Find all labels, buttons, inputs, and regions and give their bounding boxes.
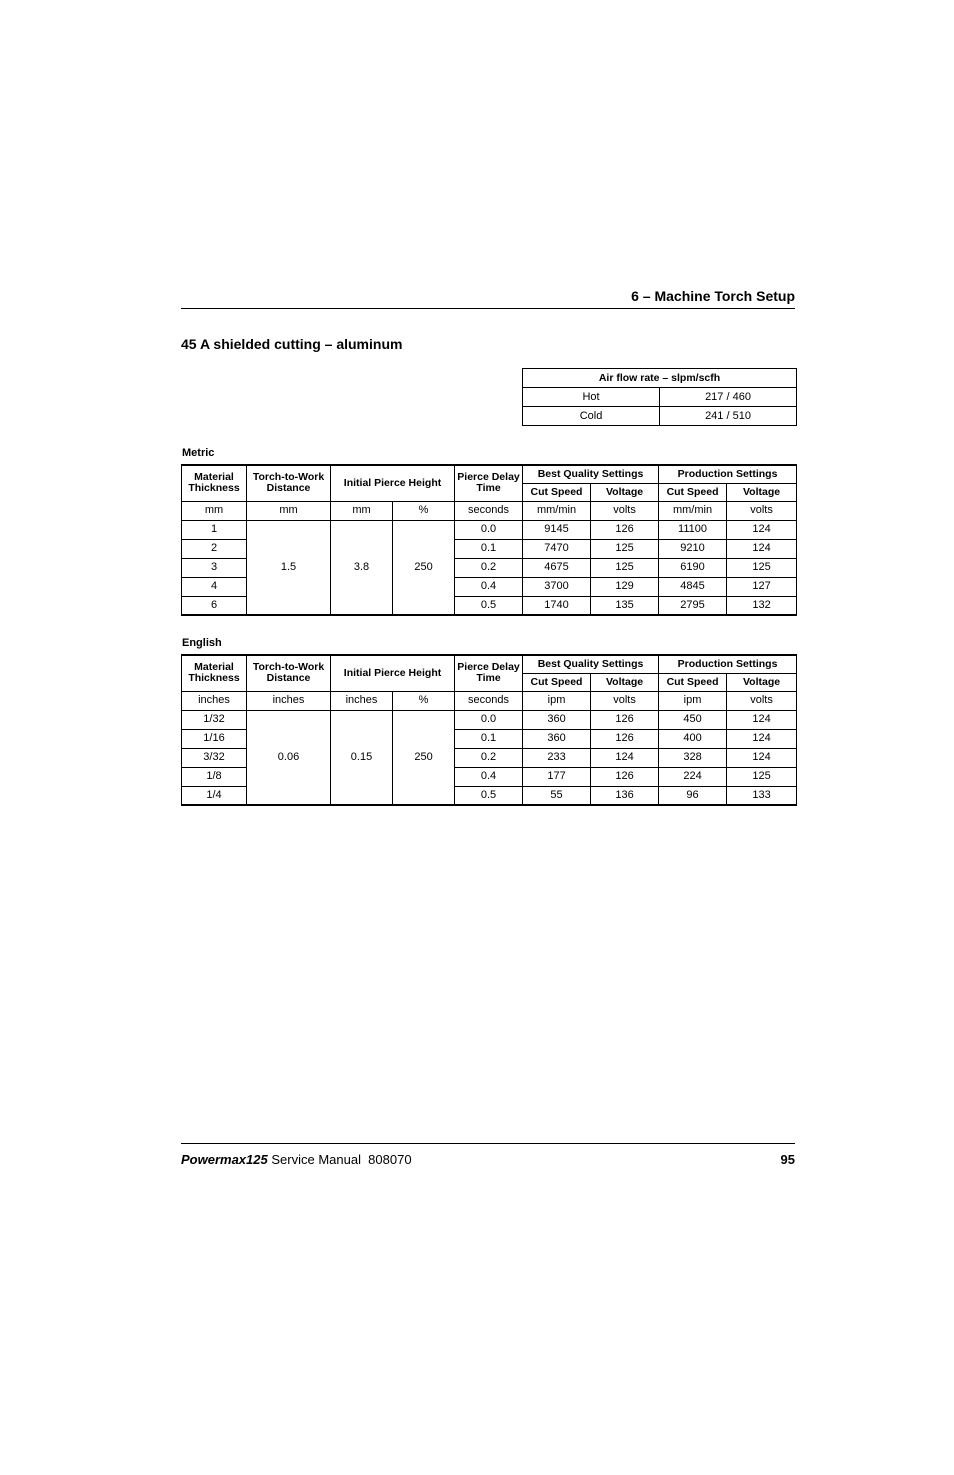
metric-label: Metric: [182, 447, 215, 459]
air-flow-table: [522, 368, 797, 426]
unit-cell: inches: [182, 691, 247, 710]
table-row: [182, 710, 797, 729]
header-cut-speed: Cut Speed: [523, 673, 591, 691]
bq-speed-cell: 3700: [523, 577, 591, 596]
table-row: [182, 520, 797, 539]
air-flow-value: 217 / 460: [660, 388, 797, 407]
bq-voltage-cell: 129: [591, 577, 659, 596]
header-cut-speed: Cut Speed: [659, 483, 727, 501]
prod-speed-cell: 400: [659, 729, 727, 748]
header-initial-pierce-height: Initial Pierce Height: [331, 655, 455, 691]
prod-voltage-cell: 125: [727, 767, 797, 786]
header-production: Production Settings: [659, 465, 797, 483]
thickness-cell: 4: [182, 577, 247, 596]
torch-to-work-cell: 1.5: [247, 520, 331, 615]
delay-cell: 0.2: [455, 748, 523, 767]
bq-voltage-cell: 125: [591, 558, 659, 577]
prod-voltage-cell: 124: [727, 539, 797, 558]
prod-speed-cell: 6190: [659, 558, 727, 577]
unit-cell: mm: [182, 501, 247, 520]
bq-voltage-cell: 126: [591, 767, 659, 786]
air-flow-label: Hot: [523, 388, 660, 407]
bq-speed-cell: 360: [523, 729, 591, 748]
header-voltage: Voltage: [727, 483, 797, 501]
chapter-title: 6 – Machine Torch Setup: [631, 288, 795, 304]
unit-cell: inches: [331, 691, 393, 710]
delay-cell: 0.5: [455, 596, 523, 615]
footer-rule: [181, 1143, 795, 1144]
thickness-cell: 1: [182, 520, 247, 539]
bq-speed-cell: 233: [523, 748, 591, 767]
delay-cell: 0.4: [455, 577, 523, 596]
units-row: [182, 501, 797, 520]
header-pierce-delay: Pierce Delay Time: [455, 655, 523, 691]
thickness-cell: 3/32: [182, 748, 247, 767]
header-torch-to-work: Torch-to-Work Distance: [247, 655, 331, 691]
header-best-quality: Best Quality Settings: [523, 465, 659, 483]
header-pierce-delay: Pierce Delay Time: [455, 465, 523, 501]
thickness-cell: 1/8: [182, 767, 247, 786]
unit-cell: inches: [247, 691, 331, 710]
header-voltage: Voltage: [591, 483, 659, 501]
bq-speed-cell: 1740: [523, 596, 591, 615]
header-material-thickness: Material Thickness: [182, 465, 247, 501]
bq-speed-cell: 177: [523, 767, 591, 786]
thickness-cell: 3: [182, 558, 247, 577]
unit-cell: volts: [727, 501, 797, 520]
header-rule: [181, 308, 795, 309]
header-voltage: Voltage: [591, 673, 659, 691]
bq-voltage-cell: 126: [591, 729, 659, 748]
delay-cell: 0.1: [455, 729, 523, 748]
header-material-thickness: Material Thickness: [182, 655, 247, 691]
thickness-cell: 6: [182, 596, 247, 615]
english-label: English: [182, 637, 222, 649]
pierce-height-pct-cell: 250: [393, 710, 455, 805]
unit-cell: mm/min: [523, 501, 591, 520]
prod-speed-cell: 96: [659, 786, 727, 805]
unit-cell: %: [393, 501, 455, 520]
unit-cell: mm: [247, 501, 331, 520]
thickness-cell: 2: [182, 539, 247, 558]
air-flow-row: [523, 388, 797, 407]
page-number: 95: [780, 1152, 795, 1167]
manual-title: Service Manual 808070: [271, 1152, 412, 1167]
bq-voltage-cell: 126: [591, 710, 659, 729]
prod-speed-cell: 4845: [659, 577, 727, 596]
prod-speed-cell: 2795: [659, 596, 727, 615]
header-cut-speed: Cut Speed: [659, 673, 727, 691]
bq-voltage-cell: 136: [591, 786, 659, 805]
bq-speed-cell: 360: [523, 710, 591, 729]
prod-voltage-cell: 124: [727, 748, 797, 767]
bq-speed-cell: 9145: [523, 520, 591, 539]
delay-cell: 0.5: [455, 786, 523, 805]
prod-voltage-cell: 124: [727, 710, 797, 729]
air-flow-label: Cold: [523, 407, 660, 426]
pierce-height-cell: 3.8: [331, 520, 393, 615]
bq-speed-cell: 7470: [523, 539, 591, 558]
unit-cell: seconds: [455, 691, 523, 710]
air-flow-title: Air flow rate – slpm/scfh: [523, 369, 797, 388]
prod-voltage-cell: 133: [727, 786, 797, 805]
units-row: [182, 691, 797, 710]
metric-cut-chart: [181, 464, 797, 616]
prod-voltage-cell: 125: [727, 558, 797, 577]
thickness-cell: 1/4: [182, 786, 247, 805]
pierce-height-cell: 0.15: [331, 710, 393, 805]
header-torch-to-work: Torch-to-Work Distance: [247, 465, 331, 501]
unit-cell: mm: [331, 501, 393, 520]
air-flow-row: [523, 407, 797, 426]
header-initial-pierce-height: Initial Pierce Height: [331, 465, 455, 501]
bq-speed-cell: 55: [523, 786, 591, 805]
unit-cell: volts: [591, 501, 659, 520]
thickness-cell: 1/32: [182, 710, 247, 729]
header-best-quality: Best Quality Settings: [523, 655, 659, 673]
unit-cell: ipm: [659, 691, 727, 710]
unit-cell: seconds: [455, 501, 523, 520]
prod-speed-cell: 328: [659, 748, 727, 767]
delay-cell: 0.2: [455, 558, 523, 577]
header-production: Production Settings: [659, 655, 797, 673]
prod-voltage-cell: 124: [727, 520, 797, 539]
torch-to-work-cell: 0.06: [247, 710, 331, 805]
prod-voltage-cell: 124: [727, 729, 797, 748]
prod-voltage-cell: 127: [727, 577, 797, 596]
prod-speed-cell: 9210: [659, 539, 727, 558]
prod-speed-cell: 224: [659, 767, 727, 786]
bq-voltage-cell: 126: [591, 520, 659, 539]
english-cut-chart: [181, 654, 797, 806]
bq-speed-cell: 4675: [523, 558, 591, 577]
unit-cell: mm/min: [659, 501, 727, 520]
prod-speed-cell: 11100: [659, 520, 727, 539]
section-title: 45 A shielded cutting – aluminum: [181, 336, 403, 352]
footer-manual-info: [181, 1152, 412, 1167]
prod-speed-cell: 450: [659, 710, 727, 729]
header-cut-speed: Cut Speed: [523, 483, 591, 501]
air-flow-value: 241 / 510: [660, 407, 797, 426]
bq-voltage-cell: 124: [591, 748, 659, 767]
bq-voltage-cell: 125: [591, 539, 659, 558]
pierce-height-pct-cell: 250: [393, 520, 455, 615]
unit-cell: %: [393, 691, 455, 710]
delay-cell: 0.1: [455, 539, 523, 558]
bq-voltage-cell: 135: [591, 596, 659, 615]
product-brand: Powermax125: [181, 1152, 268, 1167]
delay-cell: 0.0: [455, 710, 523, 729]
thickness-cell: 1/16: [182, 729, 247, 748]
prod-voltage-cell: 132: [727, 596, 797, 615]
unit-cell: volts: [727, 691, 797, 710]
unit-cell: volts: [591, 691, 659, 710]
delay-cell: 0.0: [455, 520, 523, 539]
unit-cell: ipm: [523, 691, 591, 710]
header-voltage: Voltage: [727, 673, 797, 691]
delay-cell: 0.4: [455, 767, 523, 786]
